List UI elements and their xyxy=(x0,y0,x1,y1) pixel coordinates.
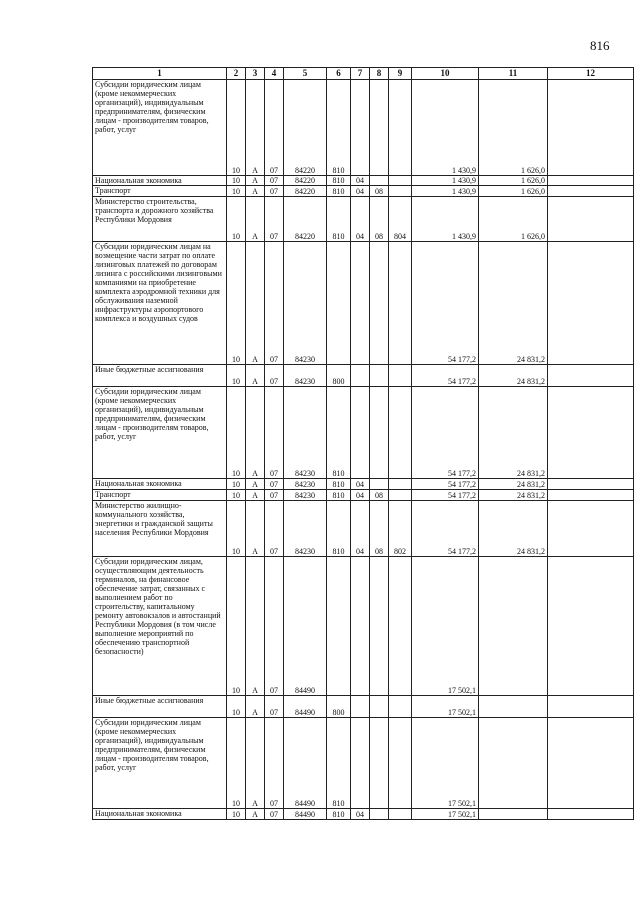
rzpr-code-cell: 10 xyxy=(227,242,246,365)
expense-type-cell: 800 xyxy=(327,696,351,718)
subprogram-code-cell: 07 xyxy=(265,809,284,820)
ministry-code-cell xyxy=(389,80,412,176)
table-row xyxy=(93,696,634,718)
row-name-cell: Иные бюджетные ассигнования xyxy=(93,365,227,387)
amount-col10-cell: 1 430,9 xyxy=(412,80,479,176)
ministry-code-cell xyxy=(389,479,412,490)
subprogram-code-cell: 07 xyxy=(265,387,284,479)
amount-col12-cell xyxy=(548,490,634,501)
subprogram-code-cell: 07 xyxy=(265,80,284,176)
expense-type-cell: 810 xyxy=(327,176,351,186)
row-name-cell: Субсидии юридическим лицам (кроме некоммерческих организаций), индивидуальным предпринимателям, физическим лицам - производителям товаров, работ, услуг xyxy=(93,387,227,479)
table-row xyxy=(93,809,634,820)
section-cell xyxy=(351,242,370,365)
table-row xyxy=(93,490,634,501)
budget-table xyxy=(92,67,634,820)
column-header: 5 xyxy=(284,68,327,80)
amount-col11-cell: 24 831,2 xyxy=(479,242,548,365)
amount-col12-cell xyxy=(548,197,634,242)
amount-col11-cell: 24 831,2 xyxy=(479,479,548,490)
program-code-cell: А xyxy=(246,197,265,242)
amount-col11-cell: 24 831,2 xyxy=(479,490,548,501)
ministry-code-cell xyxy=(389,186,412,197)
expense-type-cell: 810 xyxy=(327,501,351,557)
amount-col12-cell xyxy=(548,80,634,176)
amount-col10-cell: 1 430,9 xyxy=(412,197,479,242)
amount-col12-cell xyxy=(548,718,634,809)
target-code-cell: 84220 xyxy=(284,197,327,242)
amount-col12-cell xyxy=(548,242,634,365)
ministry-code-cell xyxy=(389,365,412,387)
section-cell: 04 xyxy=(351,479,370,490)
subsection-cell: 08 xyxy=(370,490,389,501)
program-code-cell: А xyxy=(246,176,265,186)
rzpr-code-cell: 10 xyxy=(227,365,246,387)
column-header: 2 xyxy=(227,68,246,80)
column-header: 1 xyxy=(93,68,227,80)
program-code-cell: А xyxy=(246,387,265,479)
table-row xyxy=(93,242,634,365)
rzpr-code-cell: 10 xyxy=(227,501,246,557)
ministry-code-cell xyxy=(389,809,412,820)
subsection-cell xyxy=(370,365,389,387)
target-code-cell: 84230 xyxy=(284,479,327,490)
amount-col10-cell: 17 502,1 xyxy=(412,696,479,718)
amount-col12-cell xyxy=(548,479,634,490)
amount-col11-cell: 1 626,0 xyxy=(479,186,548,197)
ministry-code-cell xyxy=(389,557,412,696)
amount-col11-cell: 1 626,0 xyxy=(479,176,548,186)
target-code-cell: 84220 xyxy=(284,186,327,197)
ministry-code-cell xyxy=(389,176,412,186)
table-row xyxy=(93,718,634,809)
section-cell: 04 xyxy=(351,490,370,501)
table-row xyxy=(93,197,634,242)
program-code-cell: А xyxy=(246,718,265,809)
section-cell: 04 xyxy=(351,197,370,242)
subsection-cell: 08 xyxy=(370,197,389,242)
table-header-row xyxy=(93,68,634,80)
rzpr-code-cell: 10 xyxy=(227,490,246,501)
target-code-cell: 84220 xyxy=(284,176,327,186)
amount-col12-cell xyxy=(548,365,634,387)
target-code-cell: 84230 xyxy=(284,501,327,557)
page-number: 816 xyxy=(590,38,610,53)
subsection-cell xyxy=(370,479,389,490)
subprogram-code-cell: 07 xyxy=(265,479,284,490)
rzpr-code-cell: 10 xyxy=(227,718,246,809)
target-code-cell: 84230 xyxy=(284,387,327,479)
column-header: 11 xyxy=(479,68,548,80)
amount-col11-cell xyxy=(479,809,548,820)
amount-col10-cell: 17 502,1 xyxy=(412,557,479,696)
table-row xyxy=(93,365,634,387)
subsection-cell xyxy=(370,387,389,479)
section-cell xyxy=(351,696,370,718)
expense-type-cell: 810 xyxy=(327,809,351,820)
row-name-cell: Министерство жилищно-коммунального хозяйства, энергетики и гражданской защиты населения Республики Мордовия xyxy=(93,501,227,557)
amount-col10-cell: 54 177,2 xyxy=(412,242,479,365)
table-row xyxy=(93,557,634,696)
amount-col10-cell: 1 430,9 xyxy=(412,186,479,197)
subprogram-code-cell: 07 xyxy=(265,557,284,696)
row-name-cell: Министерство строительства, транспорта и дорожного хозяйства Республики Мордовия xyxy=(93,197,227,242)
program-code-cell: А xyxy=(246,186,265,197)
subsection-cell xyxy=(370,80,389,176)
amount-col10-cell: 54 177,2 xyxy=(412,490,479,501)
expense-type-cell: 810 xyxy=(327,80,351,176)
expense-type-cell: 810 xyxy=(327,387,351,479)
ministry-code-cell xyxy=(389,387,412,479)
subprogram-code-cell: 07 xyxy=(265,696,284,718)
ministry-code-cell: 804 xyxy=(389,197,412,242)
amount-col12-cell xyxy=(548,501,634,557)
amount-col11-cell xyxy=(479,696,548,718)
row-name-cell: Национальная экономика xyxy=(93,809,227,820)
amount-col11-cell: 24 831,2 xyxy=(479,365,548,387)
row-name-cell: Национальная экономика xyxy=(93,479,227,490)
row-name-cell: Национальная экономика xyxy=(93,176,227,186)
subsection-cell xyxy=(370,696,389,718)
subprogram-code-cell: 07 xyxy=(265,365,284,387)
subsection-cell xyxy=(370,242,389,365)
section-cell: 04 xyxy=(351,501,370,557)
table-row xyxy=(93,387,634,479)
subprogram-code-cell: 07 xyxy=(265,501,284,557)
table-row xyxy=(93,501,634,557)
amount-col10-cell: 54 177,2 xyxy=(412,501,479,557)
ministry-code-cell xyxy=(389,242,412,365)
section-cell xyxy=(351,718,370,809)
expense-type-cell: 810 xyxy=(327,197,351,242)
table-row xyxy=(93,176,634,186)
program-code-cell: А xyxy=(246,479,265,490)
table-row xyxy=(93,479,634,490)
section-cell xyxy=(351,557,370,696)
expense-type-cell: 810 xyxy=(327,186,351,197)
program-code-cell: А xyxy=(246,501,265,557)
expense-type-cell: 800 xyxy=(327,365,351,387)
target-code-cell: 84230 xyxy=(284,490,327,501)
expense-type-cell xyxy=(327,242,351,365)
program-code-cell: А xyxy=(246,490,265,501)
amount-col10-cell: 54 177,2 xyxy=(412,479,479,490)
program-code-cell: А xyxy=(246,809,265,820)
column-header: 8 xyxy=(370,68,389,80)
target-code-cell: 84490 xyxy=(284,557,327,696)
column-header: 10 xyxy=(412,68,479,80)
rzpr-code-cell: 10 xyxy=(227,80,246,176)
expense-type-cell: 810 xyxy=(327,479,351,490)
row-name-cell: Субсидии юридическим лицам (кроме некоммерческих организаций), индивидуальным предпринимателям, физическим лицам - производителям товаров, работ, услуг xyxy=(93,718,227,809)
rzpr-code-cell: 10 xyxy=(227,696,246,718)
column-header: 3 xyxy=(246,68,265,80)
subsection-cell: 08 xyxy=(370,186,389,197)
program-code-cell: А xyxy=(246,80,265,176)
program-code-cell: А xyxy=(246,365,265,387)
row-name-cell: Иные бюджетные ассигнования xyxy=(93,696,227,718)
column-header: 4 xyxy=(265,68,284,80)
amount-col12-cell xyxy=(548,176,634,186)
amount-col12-cell xyxy=(548,387,634,479)
row-name-cell: Транспорт xyxy=(93,490,227,501)
amount-col12-cell xyxy=(548,557,634,696)
rzpr-code-cell: 10 xyxy=(227,557,246,696)
target-code-cell: 84490 xyxy=(284,696,327,718)
expense-type-cell xyxy=(327,557,351,696)
row-name-cell: Транспорт xyxy=(93,186,227,197)
target-code-cell: 84230 xyxy=(284,365,327,387)
section-cell: 04 xyxy=(351,186,370,197)
table-row xyxy=(93,186,634,197)
rzpr-code-cell: 10 xyxy=(227,479,246,490)
target-code-cell: 84230 xyxy=(284,242,327,365)
amount-col10-cell: 1 430,9 xyxy=(412,176,479,186)
subprogram-code-cell: 07 xyxy=(265,197,284,242)
amount-col10-cell: 54 177,2 xyxy=(412,365,479,387)
amount-col11-cell: 24 831,2 xyxy=(479,501,548,557)
column-header: 9 xyxy=(389,68,412,80)
subprogram-code-cell: 07 xyxy=(265,242,284,365)
expense-type-cell: 810 xyxy=(327,718,351,809)
amount-col11-cell: 1 626,0 xyxy=(479,80,548,176)
section-cell xyxy=(351,387,370,479)
rzpr-code-cell: 10 xyxy=(227,387,246,479)
column-header: 6 xyxy=(327,68,351,80)
amount-col11-cell: 1 626,0 xyxy=(479,197,548,242)
section-cell xyxy=(351,365,370,387)
ministry-code-cell xyxy=(389,718,412,809)
ministry-code-cell: 802 xyxy=(389,501,412,557)
subprogram-code-cell: 07 xyxy=(265,718,284,809)
column-header: 7 xyxy=(351,68,370,80)
subprogram-code-cell: 07 xyxy=(265,490,284,501)
amount-col12-cell xyxy=(548,186,634,197)
subprogram-code-cell: 07 xyxy=(265,186,284,197)
amount-col11-cell xyxy=(479,557,548,696)
row-name-cell: Субсидии юридическим лицам (кроме некоммерческих организаций), индивидуальным предпринимателям, физическим лицам - производителям товаров, работ, услуг xyxy=(93,80,227,176)
amount-col10-cell: 54 177,2 xyxy=(412,387,479,479)
subsection-cell xyxy=(370,176,389,186)
amount-col10-cell: 17 502,1 xyxy=(412,718,479,809)
row-name-cell: Субсидии юридическим лицам на возмещение части затрат по оплате лизинговых платежей по договорам лизинга с российскими лизинговыми компаниями на приобретение комплекта аэродромной техники для обслуживания наземной инфраструктуры аэропортового комплекса и воздушных судов xyxy=(93,242,227,365)
subprogram-code-cell: 07 xyxy=(265,176,284,186)
amount-col10-cell: 17 502,1 xyxy=(412,809,479,820)
table-row xyxy=(93,80,634,176)
target-code-cell: 84490 xyxy=(284,809,327,820)
ministry-code-cell xyxy=(389,696,412,718)
program-code-cell: А xyxy=(246,557,265,696)
subsection-cell xyxy=(370,809,389,820)
rzpr-code-cell: 10 xyxy=(227,197,246,242)
program-code-cell: А xyxy=(246,242,265,365)
ministry-code-cell xyxy=(389,490,412,501)
subsection-cell xyxy=(370,557,389,696)
subsection-cell: 08 xyxy=(370,501,389,557)
section-cell: 04 xyxy=(351,176,370,186)
rzpr-code-cell: 10 xyxy=(227,809,246,820)
amount-col12-cell xyxy=(548,696,634,718)
expense-type-cell: 810 xyxy=(327,490,351,501)
amount-col11-cell: 24 831,2 xyxy=(479,387,548,479)
subsection-cell xyxy=(370,718,389,809)
column-header: 12 xyxy=(548,68,634,80)
rzpr-code-cell: 10 xyxy=(227,176,246,186)
target-code-cell: 84490 xyxy=(284,718,327,809)
row-name-cell: Субсидии юридическим лицам, осуществляющим деятельность терминалов, на финансовое обеспечение затрат, связанных с выполнением работ по строительству, капитальному ремонту автовокзалов и автостанций Республики Мордовия (в том числе выполнение мероприятий по обеспечению транспортной безопасности) xyxy=(93,557,227,696)
amount-col12-cell xyxy=(548,809,634,820)
section-cell: 04 xyxy=(351,809,370,820)
rzpr-code-cell: 10 xyxy=(227,186,246,197)
program-code-cell: А xyxy=(246,696,265,718)
target-code-cell: 84220 xyxy=(284,80,327,176)
amount-col11-cell xyxy=(479,718,548,809)
section-cell xyxy=(351,80,370,176)
